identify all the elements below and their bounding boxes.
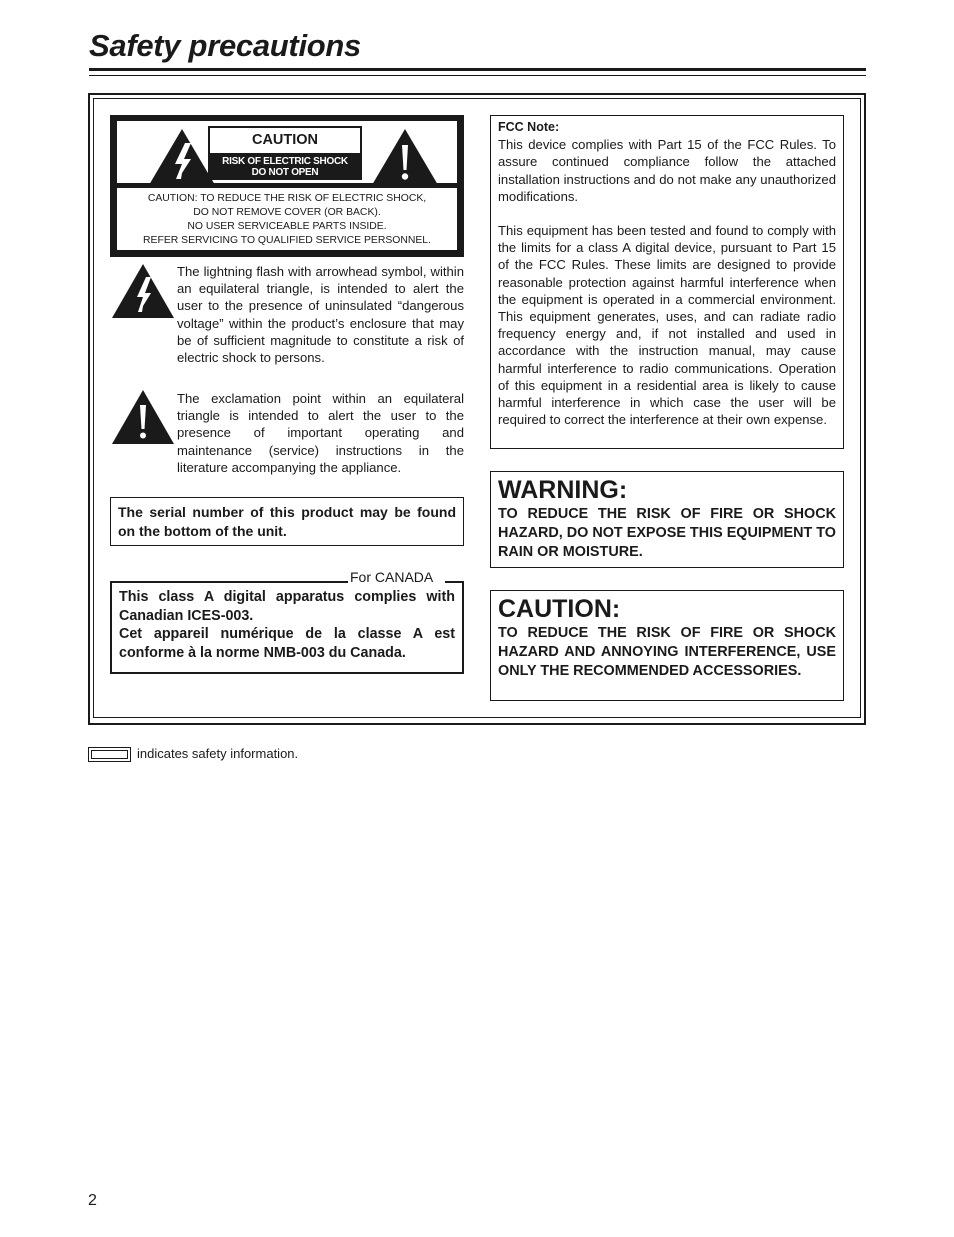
serial-number-notice: The serial number of this product may be found on the bottom of the unit. xyxy=(110,497,464,546)
exclamation-triangle-icon xyxy=(110,388,176,446)
lightning-symbol-explanation: The lightning flash with arrowhead symbol, within an equilateral triangle, is intended to alert the user to the presence of uninsulated “dangerous voltage” within the product’s enclosure that may be of sufficient magnitude to constitute a risk of electric shock to persons. xyxy=(177,264,464,366)
canada-compliance-box xyxy=(110,581,464,674)
risk-of-shock-bar xyxy=(208,154,362,180)
canada-box-top-rule xyxy=(110,581,348,583)
caution-title: CAUTION: xyxy=(498,595,621,623)
fcc-paragraph: This equipment has been tested and found to comply with the limits for a class A digital device, pursuant to Part 15 of the FCC Rules. These limits are designed to provide reasonable protection against harmful interference when the equipment is operated in a commercial environment. This equipment generates, uses, and can radiate radio frequency energy and, if not installed and used in accordance with the instruction manual, may cause harmful interference to radio communications. Operation of this equipment in a residential area is likely to cause harmful interference in which case the user will be required to correct the interference at their own expense. xyxy=(498,223,836,428)
page-title: Safety precautions xyxy=(89,28,361,63)
caution-box xyxy=(490,590,844,701)
caution-text: TO REDUCE THE RISK OF FIRE OR SHOCK HAZARD AND ANNOYING INTERFERENCE, USE ONLY THE RECOMMENDED ACCESSORIES. xyxy=(498,625,836,679)
fcc-note-box xyxy=(490,115,844,449)
notice-line: REFER SERVICING TO QUALIFIED SERVICE PERSONNEL. xyxy=(143,235,431,246)
warning-text: TO REDUCE THE RISK OF FIRE OR SHOCK HAZARD, DO NOT EXPOSE THIS EQUIPMENT TO RAIN OR MOISTURE. xyxy=(498,506,836,560)
risk-line: RISK OF ELECTRIC SHOCK xyxy=(222,156,348,167)
exclamation-triangle-icon xyxy=(370,127,440,187)
notice-line: CAUTION: TO REDUCE THE RISK OF ELECTRIC SHOCK, xyxy=(147,193,427,204)
title-rule xyxy=(89,68,866,71)
warning-title: WARNING: xyxy=(498,476,628,504)
page-number: 2 xyxy=(88,1192,97,1209)
title-rule-thin xyxy=(89,75,866,76)
fcc-title: FCC Note: xyxy=(498,120,560,134)
caution-header: CAUTION xyxy=(208,126,362,155)
canada-box-top-rule xyxy=(445,581,464,583)
notice-line: DO NOT REMOVE COVER (OR BACK). xyxy=(193,207,381,218)
legend-text: indicates safety information. xyxy=(137,746,299,761)
safety-frame-legend-icon xyxy=(88,747,131,762)
notice-line: NO USER SERVICEABLE PARTS INSIDE. xyxy=(187,221,387,232)
lightning-flash-triangle-icon xyxy=(147,127,217,187)
canada-english: This class A digital apparatus complies with Canadian ICES-003. xyxy=(119,589,455,624)
canada-label: For CANADA xyxy=(350,569,434,585)
do-not-open-line: DO NOT OPEN xyxy=(251,166,319,178)
caution-label-upper xyxy=(117,121,457,183)
caution-label-notice xyxy=(117,188,457,250)
lightning-flash-triangle-icon xyxy=(110,262,176,320)
fcc-paragraph: This device complies with Part 15 of the FCC Rules. To assure continued compliance follow the attached installation instructions and do not make any unauthorized modifications. xyxy=(498,137,836,204)
exclamation-symbol-explanation: The exclamation point within an equilateral triangle is intended to alert the user to the presence of important operating and maintenance (service) instructions in the literature accompanying the appliance. xyxy=(177,391,464,475)
warning-box xyxy=(490,471,844,568)
caution-label xyxy=(110,115,464,257)
canada-french: Cet appareil numérique de la classe A est conforme à la norme NMB-003 du Canada. xyxy=(119,626,455,662)
